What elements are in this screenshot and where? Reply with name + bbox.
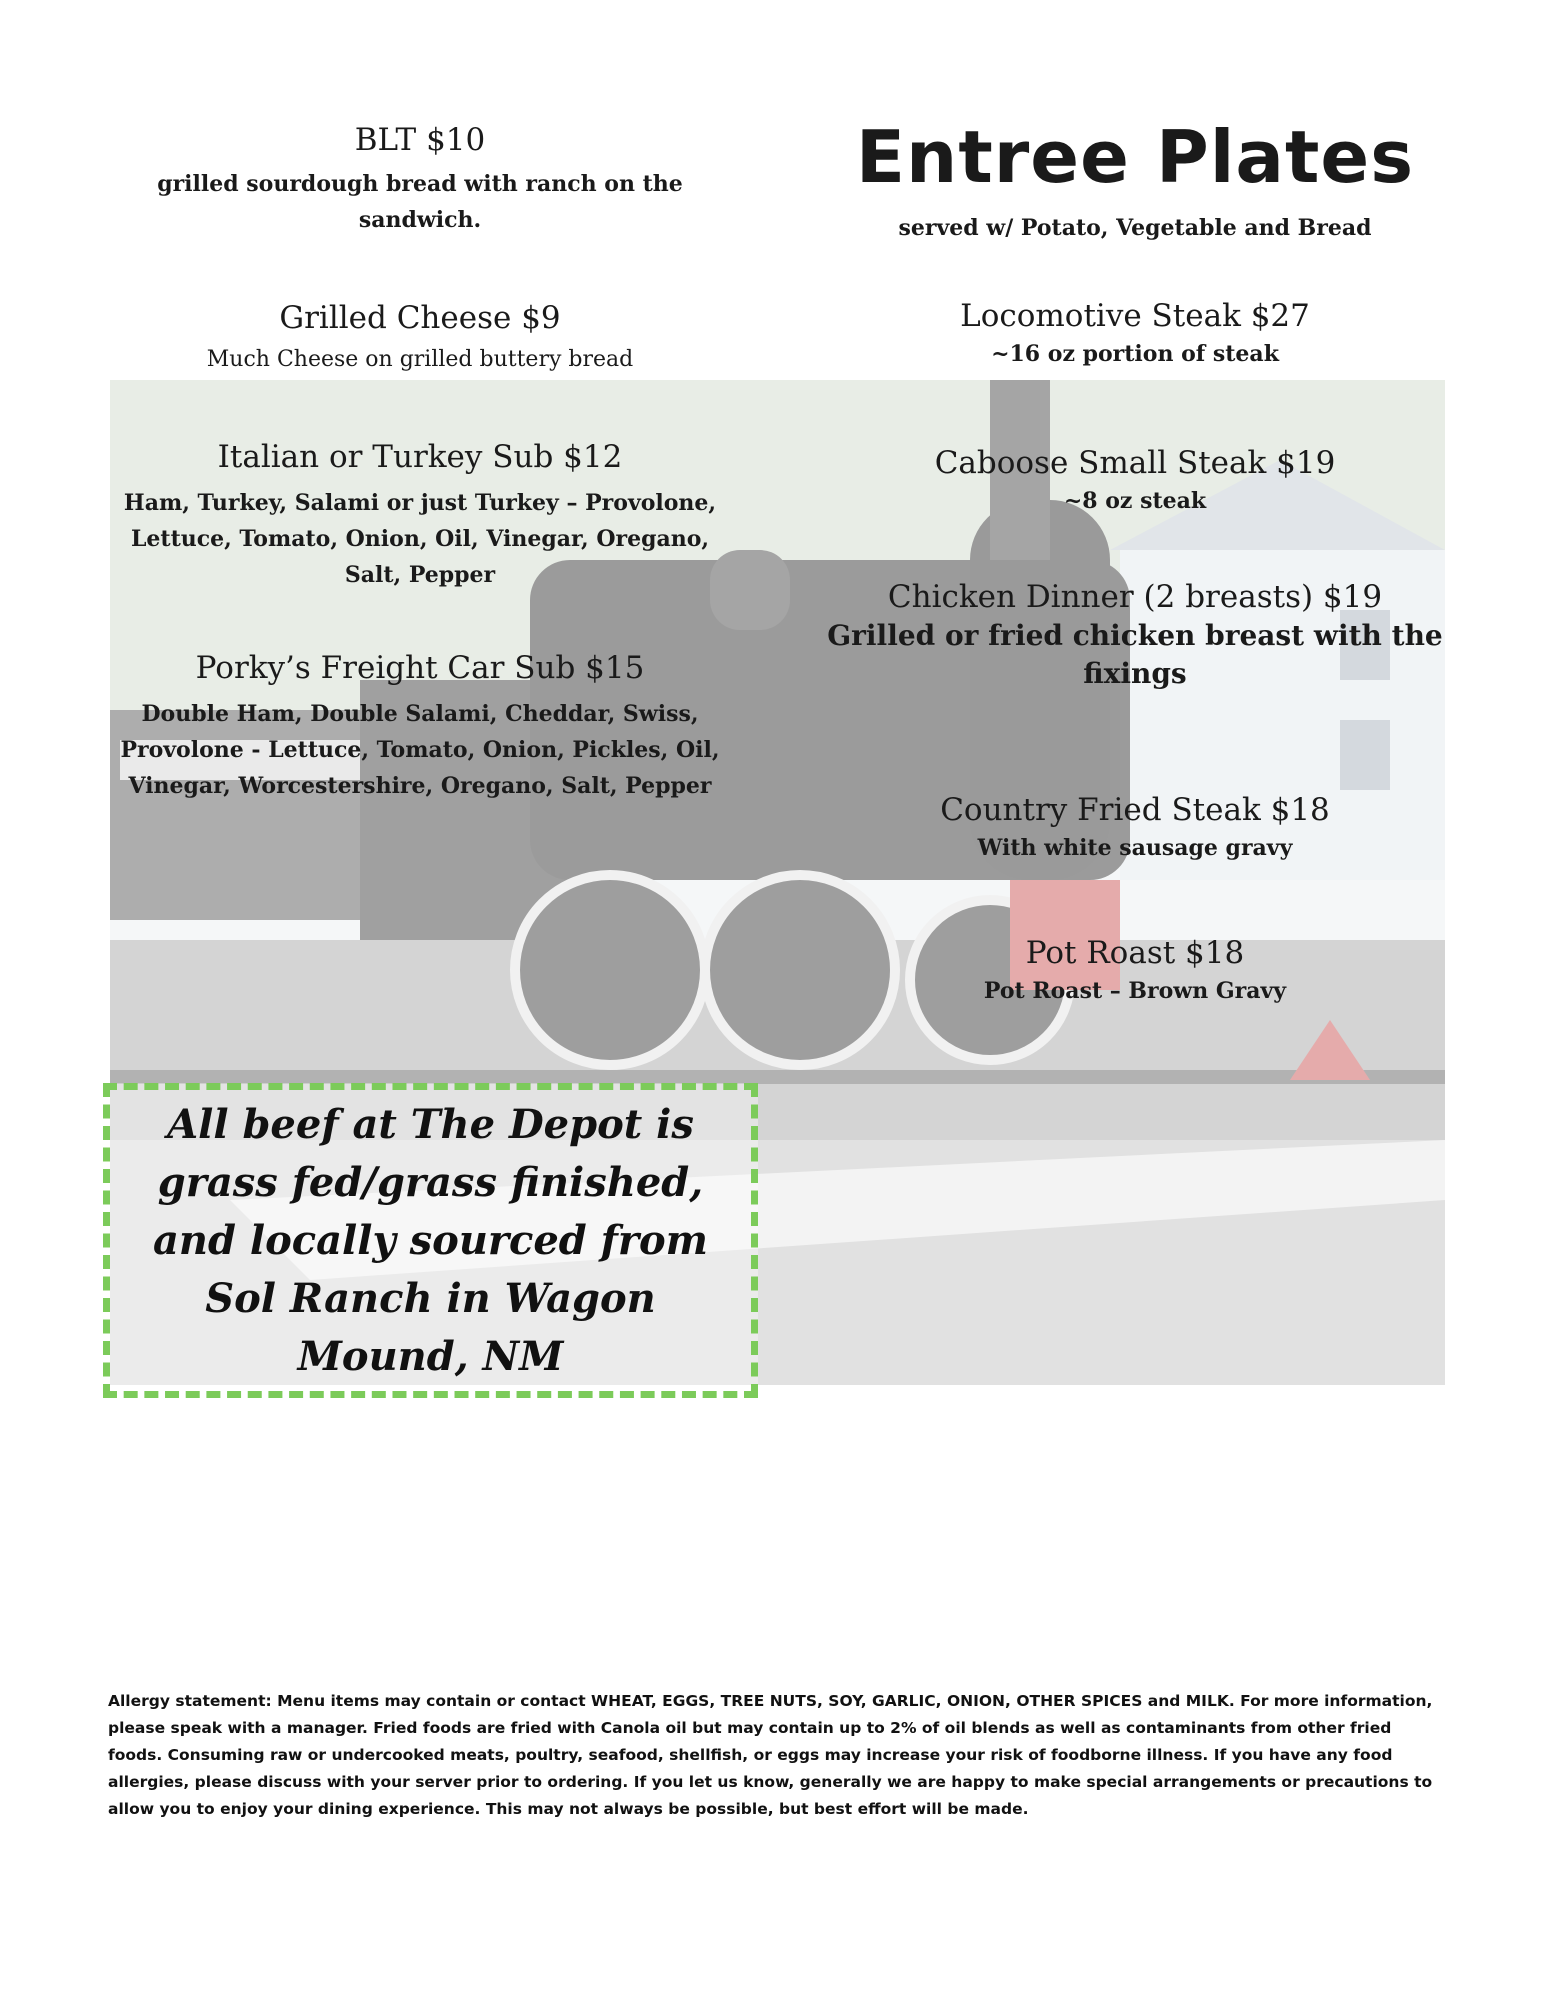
menu-item-pot-roast (810, 933, 1460, 1009)
menu-item-grilled-cheese (110, 298, 730, 378)
item-title: Porky’s Freight Car Sub $15 (195, 650, 645, 686)
item-description: Double Ham, Double Salami, Cheddar, Swiss, Provolone - Lettuce, Tomato, Onion, Pickles, Oil, Vinegar, Worcestershire, Oregano, Salt, Pepper (120, 701, 720, 799)
page-title: Entree Plates (855, 115, 1415, 199)
menu-item-caboose-small-steak (810, 443, 1460, 519)
item-description: ~8 oz steak (1063, 488, 1207, 514)
menu-item-italian-turkey-sub (110, 437, 730, 593)
item-description: Ham, Turkey, Salami or just Turkey – Provolone, Lettuce, Tomato, Onion, Oil, Vinegar, Oregano, Salt, Pepper (123, 490, 717, 588)
item-description: Grilled or fried chicken breast with the fixings (827, 619, 1443, 690)
item-description: Much Cheese on grilled buttery bread (206, 347, 634, 372)
beef-sourcing-callout (103, 1083, 758, 1398)
item-title: Chicken Dinner (2 breasts) $19 (887, 579, 1383, 615)
item-title: Caboose Small Steak $19 (934, 445, 1336, 481)
item-title: Locomotive Steak $27 (960, 298, 1310, 334)
item-title: Country Fried Steak $18 (940, 792, 1330, 828)
item-description: ~16 oz portion of steak (991, 341, 1279, 367)
menu-item-chicken-dinner (810, 577, 1460, 693)
beef-sourcing-text: All beef at The Depot is grass fed/grass finished, and locally sourced from Sol Ranch in Wagon Mound, NM (153, 1100, 708, 1380)
menu-item-locomotive-steak (810, 296, 1460, 372)
menu-item-porkys-freight-car-sub (110, 648, 730, 804)
item-title: BLT $10 (354, 122, 486, 158)
item-title: Grilled Cheese $9 (279, 300, 561, 336)
entree-column (810, 0, 1460, 1100)
item-title: Italian or Turkey Sub $12 (217, 439, 623, 475)
item-description: With white sausage gravy (977, 835, 1293, 861)
menu-item-blt (110, 120, 730, 238)
item-description: grilled sourdough bread with ranch on the sandwich. (157, 171, 683, 233)
menu-item-country-fried-steak (810, 790, 1460, 866)
item-title: Pot Roast $18 (1025, 935, 1245, 971)
item-description: Pot Roast – Brown Gravy (983, 978, 1287, 1004)
allergy-statement: Allergy statement: Menu items may contain or contact WHEAT, EGGS, TREE NUTS, SOY, GARLIC, ONION, OTHER SPICES and MILK. For more information, please speak with a manager. Fried foods are fried with Canola oil but may contain up to 2% of oil blends as well as contaminants from other fried foods. Consuming raw or undercooked meats, poultry, seafood, shellfish, or eggs may increase your risk of foodborne illness. If you have any food allergies, please discuss with your server prior to ordering. If you let us know, generally we are happy to make special arrangements or precautions to allow you to enjoy your dining experience. This may not always be possible, but best effort will be made. (108, 1692, 1433, 1818)
entree-subtitle: served w/ Potato, Vegetable and Bread (898, 215, 1372, 241)
